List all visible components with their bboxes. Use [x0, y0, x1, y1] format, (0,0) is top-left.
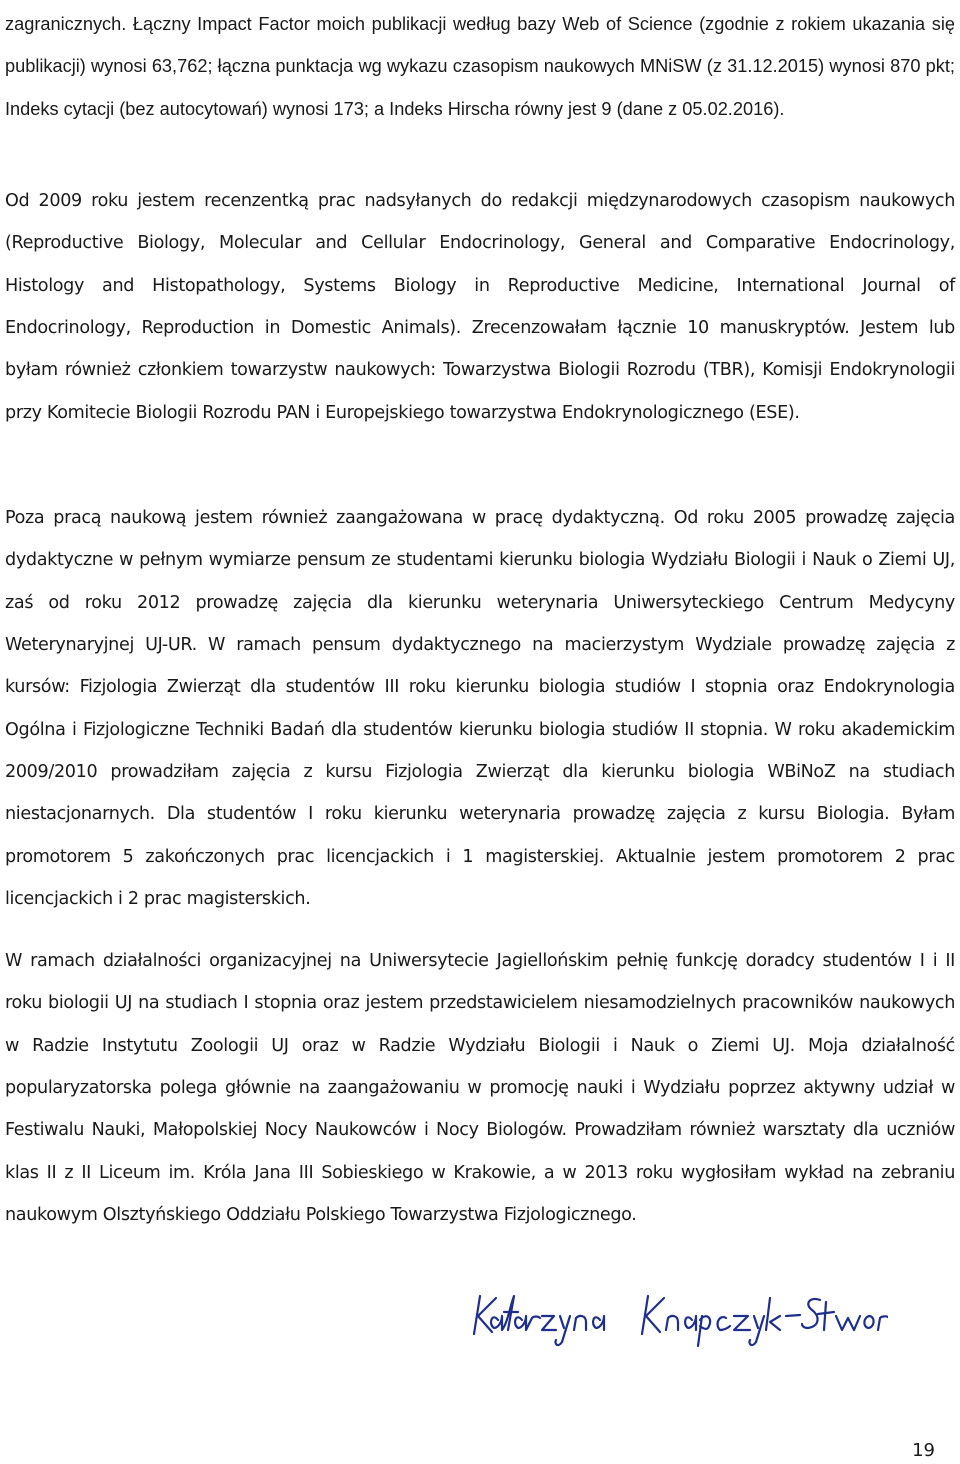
paragraph-reviewer-activity: Od 2009 roku jestem recenzentką prac nadsyłanych do redakcji międzynarodowych czasopism naukowych (Reproductive Biology, Molecular and Cellular Endocrinology, General and Comparative Endocrinology, Histology and Histopathology, Systems Biology in Reproductive Medicine, International Journal of Endocrinology, Reproduction in Domestic Animals). Zrecenzowałam łącznie 10 manuskryptów. Jestem lub byłam również członkiem towarzystw naukowych: Towarzystwa Biologii Rozrodu (TBR), Komisji Endokrynologii przy Komitecie Biologii Rozrodu PAN i Europejskiego towarzystwa Endokrynologicznego (ESE).: [5, 191, 955, 423]
paragraph-organizational-activity: W ramach działalności organizacyjnej na Uniwersytecie Jagiellońskim pełnię funkcję doradcy studentów I i II roku biologii UJ na studiach I stopnia oraz jestem przedstawicielem niesamodzielnych pracowników naukowych w Radzie Instytutu Zoologii UJ oraz w Radzie Wydziału Biologii i Nauk o Ziemi UJ. Moja działalność popularyzatorska polega głównie na zaangażowaniu w promocję nauki i Wydziału poprzez aktywny udział w Festiwalu Nauki, Małopolskiej Nocy Naukowców i Nocy Biologów. Prowadziłam również warsztaty dla uczniów klas II z II Liceum im. Króla Jana III Sobieskiego w Krakowie, a w 2013 roku wygłosiłam wykład na zebraniu naukowym Olsztyńskiego Oddziału Polskiego Towarzystwa Fizjologicznego.: [5, 951, 955, 1226]
page-number: 19: [912, 1440, 935, 1461]
paragraph-teaching-activity: Poza pracą naukową jestem również zaangażowana w pracę dydaktyczną. Od roku 2005 prowadzę zajęcia dydaktyczne w pełnym wymiarze pensum ze studentami kierunku biologia Wydziału Biologii i Nauk o Ziemi UJ, zaś od roku 2012 prowadzę zajęcia dla kierunku weterynaria Uniwersyteckiego Centrum Medycyny Weterynaryjnej UJ-UR. W ramach pensum dydaktycznego na macierzystym Wydziale prowadzę zajęcia z kursów: Fizjologia Zwierząt dla studentów III roku kierunku biologia studiów I stopnia oraz Endokrynologia Ogólna i Fizjologiczne Techniki Badań dla studentów kierunku biologia studiów II stopnia. W roku akademickim 2009/2010 prowadziłam zajęcia z kursu Fizjologia Zwierząt dla kierunku biologia WBiNoZ na studiach niestacjonarnych. Dla studentów I roku kierunku weterynaria prowadzę zajęcia z kursu Biologia. Byłam promotorem 5 zakończonych prac licencjackich i 1 magisterskiej. Aktualnie jestem promotorem 2 prac licencjackich i 2 prac magisterskich.: [5, 508, 955, 910]
paragraph-publications-summary: zagranicznych. Łączny Impact Factor moich publikacji według bazy Web of Science (zgodnie z rokiem ukazania się publikacji) wynosi 63,762; łączna punktacja wg wykazu czasopism naukowych MNiSW (z 31.12.2015) wynosi 870 pkt; Indeks cytacji (bez autocytowań) wynosi 173; a Indeks Hirscha równy jest 9 (dane z 05.02.2016).: [5, 14, 955, 119]
handwritten-signature: [458, 1282, 888, 1354]
